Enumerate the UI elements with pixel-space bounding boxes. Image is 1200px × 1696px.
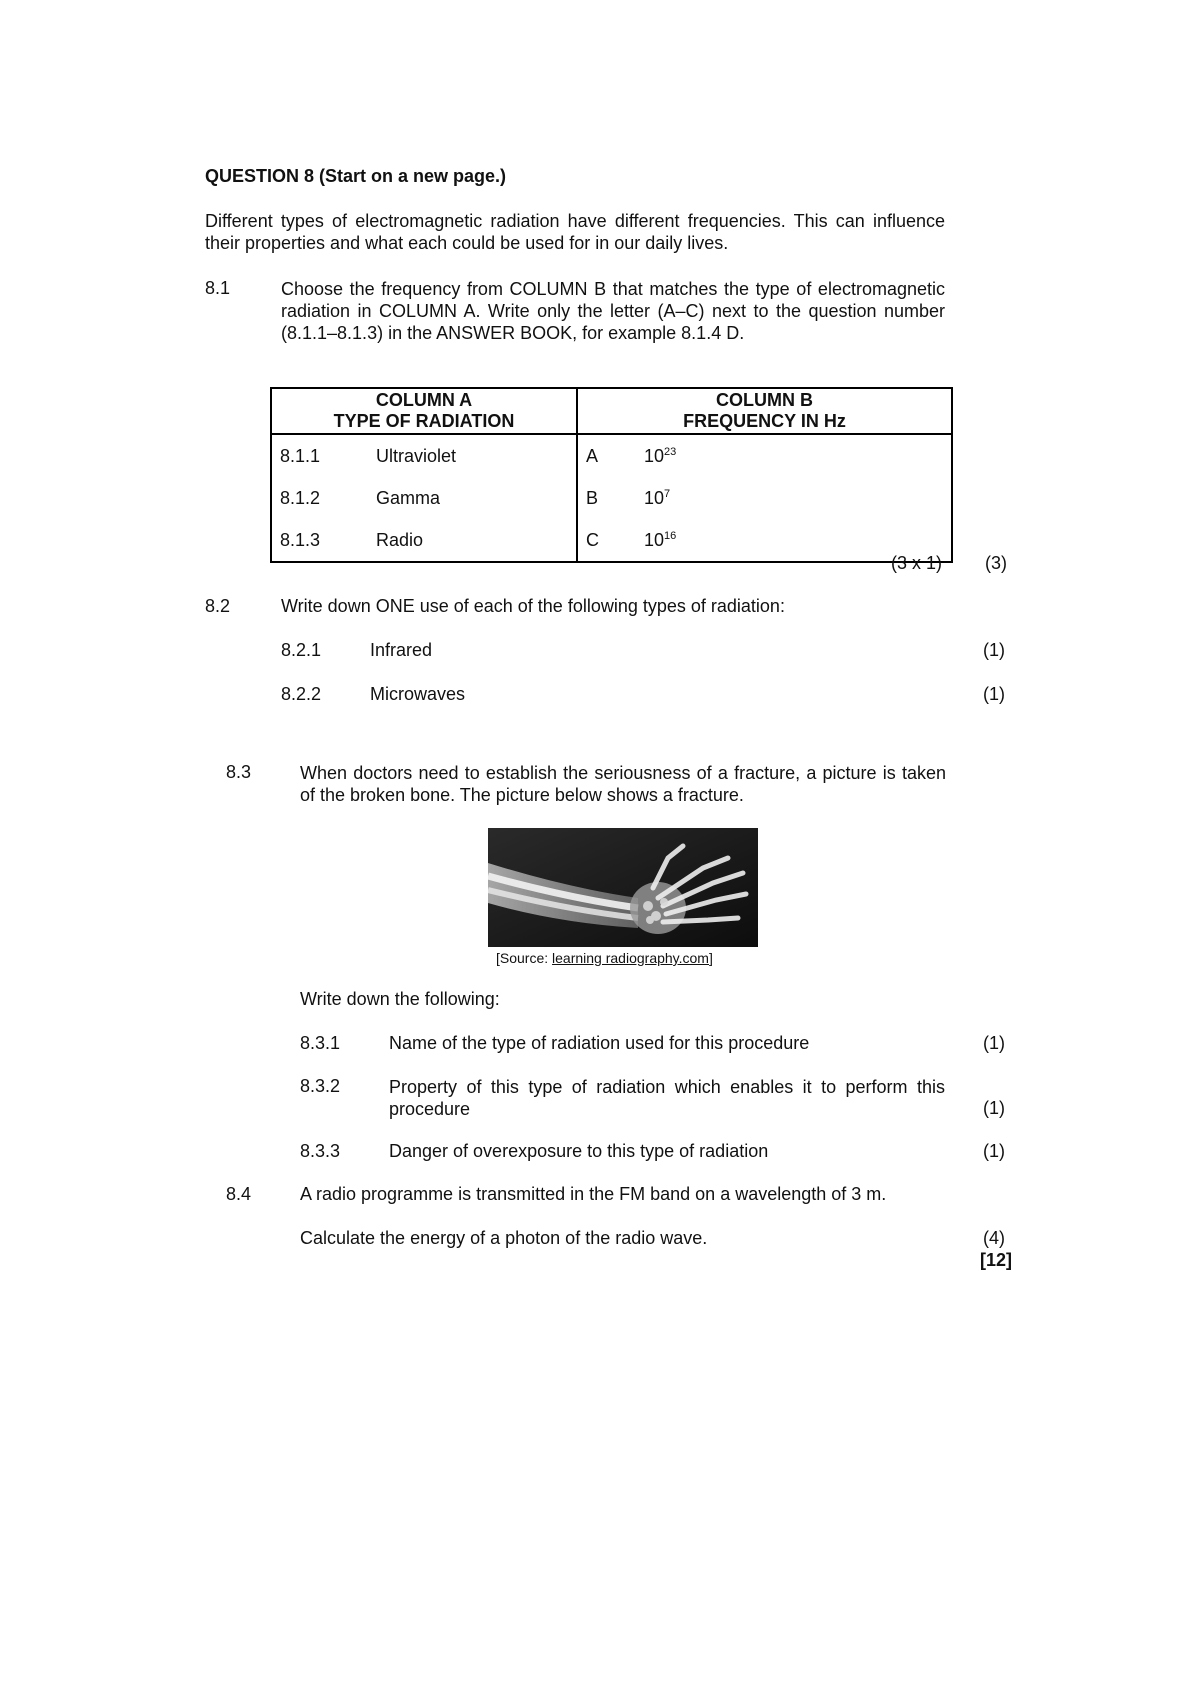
q822-mark: (1) xyxy=(983,684,1005,704)
column-a-cell xyxy=(271,519,577,562)
q84-mark: (4) xyxy=(983,1228,1005,1248)
q821-text: Infrared xyxy=(370,640,433,660)
table-row xyxy=(271,477,952,519)
q82-text: Write down ONE use of each of the following types of radiation: xyxy=(281,596,785,616)
q84-text: A radio programme is transmitted in the FM band on a wavelength of 3 m. xyxy=(300,1184,887,1204)
column-b-cell xyxy=(577,477,952,519)
q833-number: 8.3.3 xyxy=(300,1141,341,1161)
q822-text: Microwaves xyxy=(370,684,466,704)
q832-mark: (1) xyxy=(983,1098,1005,1118)
column-b-subtitle: FREQUENCY IN Hz xyxy=(683,411,846,431)
column-a-subtitle: TYPE OF RADIATION xyxy=(333,411,515,431)
q821-number: 8.2.1 xyxy=(281,640,322,660)
frequency-letter: B xyxy=(586,487,599,508)
question-total-mark: [12] xyxy=(979,1250,1012,1270)
frequency-letter: C xyxy=(586,529,599,550)
q83-text: When doctors need to establish the seriousness of a fracture, a picture is taken of the broken bone. The picture below shows a fracture. xyxy=(300,763,946,805)
column-a-cell xyxy=(271,477,577,519)
table-row xyxy=(271,519,952,562)
item-number: 8.1.1 xyxy=(280,445,321,466)
q832-number: 8.3.2 xyxy=(300,1076,341,1096)
column-a-header xyxy=(271,388,577,434)
frequency-value: $10^{23}$ xyxy=(644,445,677,466)
column-b-header xyxy=(577,388,952,434)
q83-prompt: Write down the following: xyxy=(300,989,500,1009)
matching-table xyxy=(270,387,953,563)
question-title: QUESTION 8 (Start on a new page.) xyxy=(205,166,507,186)
q821-mark: (1) xyxy=(983,640,1005,660)
frequency-value: $10^7$ xyxy=(644,487,671,508)
xray-arm-illustration xyxy=(488,828,758,947)
q84-number: 8.4 xyxy=(226,1184,252,1204)
radiation-type: Ultraviolet xyxy=(376,445,457,466)
q81-mark: (3) xyxy=(985,553,1007,573)
q831-number: 8.3.1 xyxy=(300,1033,341,1053)
fracture-xray-image xyxy=(488,828,758,947)
column-b-title: COLUMN B xyxy=(716,390,813,410)
column-a-title: COLUMN A xyxy=(375,390,473,410)
column-a-cell xyxy=(271,434,577,477)
radiation-type: Radio xyxy=(376,529,424,550)
q831-text: Name of the type of radiation used for this procedure xyxy=(389,1033,810,1053)
table-row xyxy=(271,434,952,477)
caption-prefix: [Source: xyxy=(496,950,553,966)
column-b-cell xyxy=(577,434,952,477)
intro-paragraph: Different types of electromagnetic radiation have different frequencies. This can influence their properties and what each could be used for in our daily lives. xyxy=(205,211,945,253)
q84-text2: Calculate the energy of a photon of the radio wave. xyxy=(300,1228,708,1248)
q832-text: Property of this type of radiation which enables it to perform this procedure xyxy=(389,1077,945,1119)
item-number: 8.1.3 xyxy=(280,529,321,550)
radiation-type: Gamma xyxy=(376,487,441,508)
q82-number: 8.2 xyxy=(205,596,231,616)
caption-suffix: ] xyxy=(708,950,713,966)
frequency-value: $10^{16}$ xyxy=(644,529,677,550)
frequency-letter: A xyxy=(586,445,599,466)
q822-number: 8.2.2 xyxy=(281,684,322,704)
q831-mark: (1) xyxy=(983,1033,1005,1053)
q83-number: 8.3 xyxy=(226,762,252,782)
q833-text: Danger of overexposure to this type of radiation xyxy=(389,1141,769,1161)
q81-text: Choose the frequency from COLUMN B that matches the type of electromagnetic radiation in COLUMN A. Write only the letter (A–C) next to the question number (8.1.1–8.1.3) in the ANSWER BOOK, for example 8.1.4 D. xyxy=(281,279,945,343)
q81-number: 8.1 xyxy=(205,278,231,298)
q833-mark: (1) xyxy=(983,1141,1005,1161)
q81-submark: (3 x 1) xyxy=(890,553,942,573)
source-link[interactable]: learning radiography.com xyxy=(552,950,709,966)
item-number: 8.1.2 xyxy=(280,487,321,508)
image-source-caption xyxy=(496,950,713,966)
table-header-row xyxy=(271,388,952,434)
